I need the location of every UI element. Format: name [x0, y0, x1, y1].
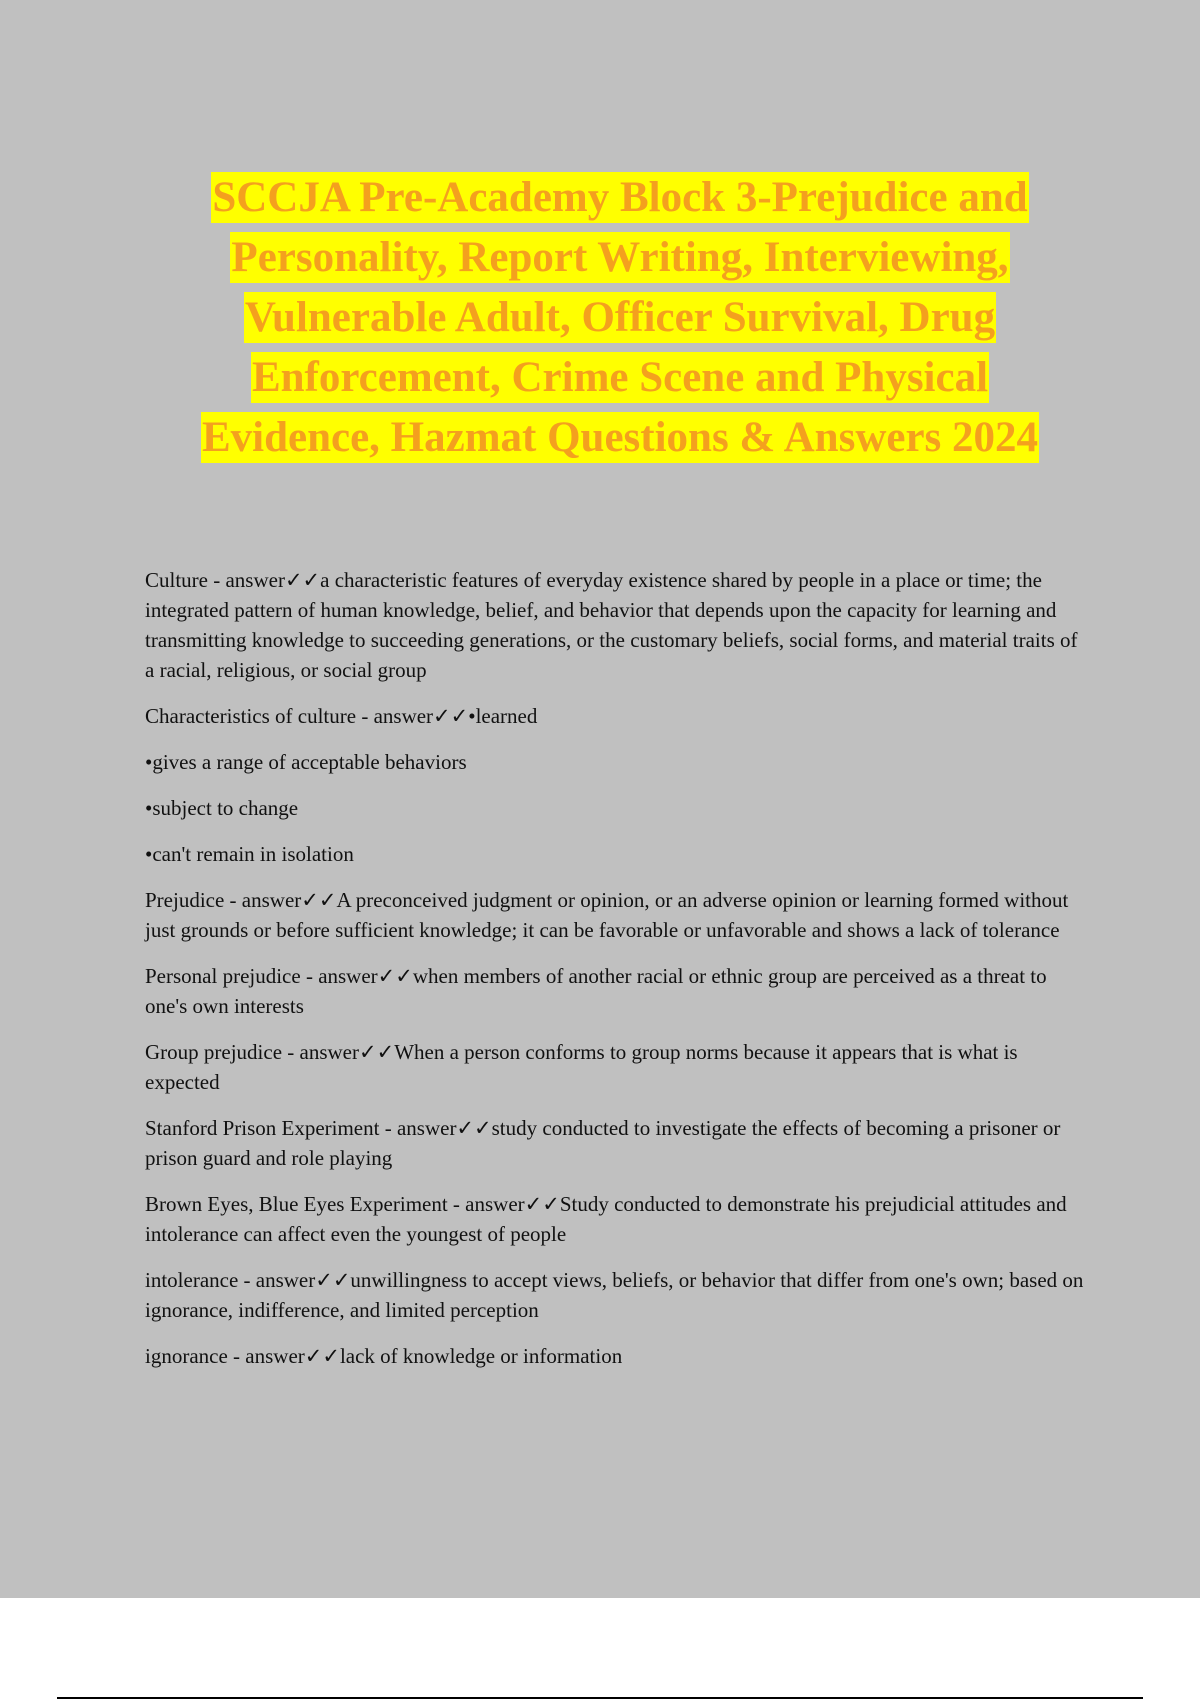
title-line-3: Vulnerable Adult, Officer Survival, Drug: [244, 294, 996, 341]
qa-entry-ignorance: ignorance - answer✓✓lack of knowledge or information: [145, 1344, 623, 1368]
footer-divider: [57, 1697, 1143, 1699]
title-line-5: Evidence, Hazmat Questions & Answers 2024: [201, 414, 1039, 461]
qa-entry-stanford-prison-experiment: Stanford Prison Experiment - answer✓✓study conducted to investigate the effects of becoming a prisoner or prison guard and role playing: [145, 1116, 1061, 1170]
qa-entry-brown-eyes-blue-eyes: Brown Eyes, Blue Eyes Experiment - answer✓✓Study conducted to demonstrate his prejudicial attitudes and intolerance can affect even the youngest of people: [145, 1192, 1067, 1246]
qa-entry-characteristics-of-culture: Characteristics of culture - answer✓✓•learned: [145, 704, 538, 728]
qa-entry-culture: Culture - answer✓✓a characteristic features of everyday existence shared by people in a place or time; the integrated pattern of human knowledge, belief, and behavior that depends upon the capacity for learning and transmitting knowledge to succeeding generations, or the customary beliefs, social forms, and material traits of a racial, religious, or social group: [145, 568, 1078, 682]
title-line-2: Personality, Report Writing, Interviewing,: [231, 234, 1009, 281]
qa-entry-intolerance: intolerance - answer✓✓unwillingness to accept views, beliefs, or behavior that differ from one's own; based on ignorance, indifference, and limited perception: [145, 1268, 1084, 1322]
title-line-4: Enforcement, Crime Scene and Physical: [251, 354, 989, 401]
qa-entry-personal-prejudice: Personal prejudice - answer✓✓when members of another racial or ethnic group are perceived as a threat to one's own interests: [145, 964, 1047, 1018]
qa-entry-prejudice: Prejudice - answer✓✓A preconceived judgment or opinion, or an adverse opinion or learning formed without just grounds or before sufficient knowledge; it can be favorable or unfavorable and shows a lack of tolerance: [145, 888, 1069, 942]
title-line-1: SCCJA Pre-Academy Block 3-Prejudice and: [212, 174, 1028, 221]
qa-bullet-isolation: •can't remain in isolation: [145, 842, 354, 866]
qa-content: [145, 565, 1090, 1387]
qa-bullet-subject-to-change: •subject to change: [145, 796, 299, 820]
document-title: [130, 168, 1110, 468]
qa-entry-group-prejudice: Group prejudice - answer✓✓When a person conforms to group norms because it appears that is what is expected: [145, 1040, 1018, 1094]
qa-bullet-acceptable-behaviors: •gives a range of acceptable behaviors: [145, 750, 467, 774]
